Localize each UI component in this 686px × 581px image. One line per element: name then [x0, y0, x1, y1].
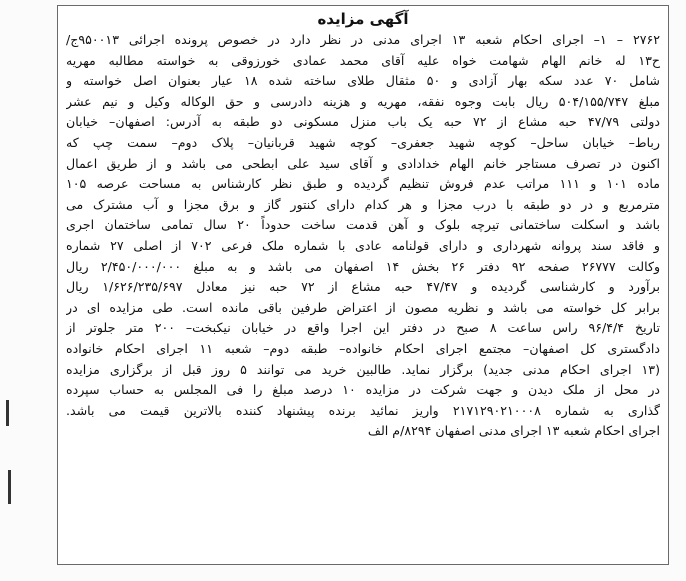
notice-line: مترمربع و در دو طبقه با درب مجزا و هر کدام دارای کنتور گاز و برق مجزا و آب مشترک می [66, 196, 660, 212]
notice-line: گذاری به شماره ۲۱۷۱۲۹۰۲۱۰۰۰۸ واریز نمائید برنده پیشنهاد کننده بالاترین قیمت می باشد. [66, 402, 660, 418]
notice-line: باشد و اسکلت ساختمانی تیرچه بلوک و آهن قدمت ساخت حدوداً ۲۰ سال تمامی ساختمان اجری [66, 217, 660, 233]
notice-line: (۱۳ اجرای احکام مدنی جدید) برگزار نماید. طالبین خرید می توانند ۵ روز قبل از برگزاری مزایده [66, 361, 660, 377]
margin-mark [6, 400, 9, 426]
notice-line: وکالت ۲۶۷۷۷ صفحه ۹۲ دفتر ۲۶ بخش ۱۴ اصفهان می باشد و به مبلغ ۲/۴۵۰/۰۰۰/۰۰۰ ریال [66, 258, 660, 274]
notice-line: دادگستری کل اصفهان– مجتمع اجرای احکام خانواده– طبقه دوم– شعبه ۱۱ اجرای احکام خانواده [66, 340, 660, 356]
notice-line: و فاقد سند پروانه شهرداری و دارای قولنامه عادی با شماره ملک فرعی ۷۰۲ از اصلی ۲۷ شماره [66, 237, 660, 253]
notice-line: در محل از ملک دیدن و جهت شرکت در مزایده ۱۰ درصد مبلغ را فی المجلس به حساب سپرده [66, 382, 660, 398]
notice-line: مبلغ ۵۰۴/۱۵۵/۷۴۷ ریال بابت وجوه نفقه، مهریه و هزینه دادرسی و حق الوکاله وکیل و نیم عشر [66, 93, 660, 109]
notice-line: ۲۷۶۲ – ۱– اجرای احکام شعبه ۱۳ اجرای مدنی در نظر دارد در خصوص پرونده اجرائی ۹۵۰۰۱۳ج/ [66, 32, 660, 47]
notice-line: ماده ۱۰۱ و ۱۱۱ مراتب عدم فروش تنظیم گردیده و طبق نظر کارشناس به مساحت عرصه ۱۰۵ [66, 176, 660, 192]
notice-line: شامل ۷۰ عدد سکه بهار آزادی و ۵۰ مثقال طلای ساخته شده ۱۸ عیار بعنوان اصل خواسته و [66, 73, 660, 89]
notice-line: برآورد و کارشناسی گردیده و ۴۷/۴۷ حبه مشاع از ۷۲ حبه نیز معادل ۱/۶۲۶/۲۳۵/۶۹۷ ریال [66, 279, 660, 295]
notice-signature: اجرای احکام شعبه ۱۳ اجرای مدنی اصفهان ۸۲۹۴/م الف [367, 423, 660, 439]
notice-line: رباط– خیابان ساحل– کوچه شهید جعفری– کوچه شهید قربانیان– پلاک دوم– سمت چپ که [66, 134, 660, 150]
margin-mark [8, 470, 11, 504]
notice-line: ح۱۳ له خانم الهام شهامت خواه علیه آقای محمد عمادی خورزوقی به خواسته مطالبه مهریه [66, 52, 660, 68]
notice-line: تاریخ ۹۶/۴/۴ راس ساعت ۸ صبح در دفتر این اجرا واقع در خیابان نیکبخت– ۲۰۰ متر جلوتر از [66, 320, 660, 336]
margin-marks [2, 400, 22, 510]
auction-notice [57, 5, 669, 565]
notice-line: برابر کل خواسته می باشد و نظریه مصون از اعتراض طرفین باقی مانده است. طی مزایده ای در [66, 299, 660, 315]
notice-line: دولتی ۴۷/۷۹ حبه مشاع از ۷۲ حبه یک باب منزل مسکونی دو طبقه به آدرس: اصفهان– خیابان [66, 114, 660, 130]
notice-line: اکنون در تصرف مستاجر خانم الهام خدادادی و آقای سید علی ابطحی می باشد و از طریق اعمال [66, 155, 660, 171]
notice-title: آگهی مزایده [317, 10, 409, 28]
notice-body [66, 30, 660, 442]
